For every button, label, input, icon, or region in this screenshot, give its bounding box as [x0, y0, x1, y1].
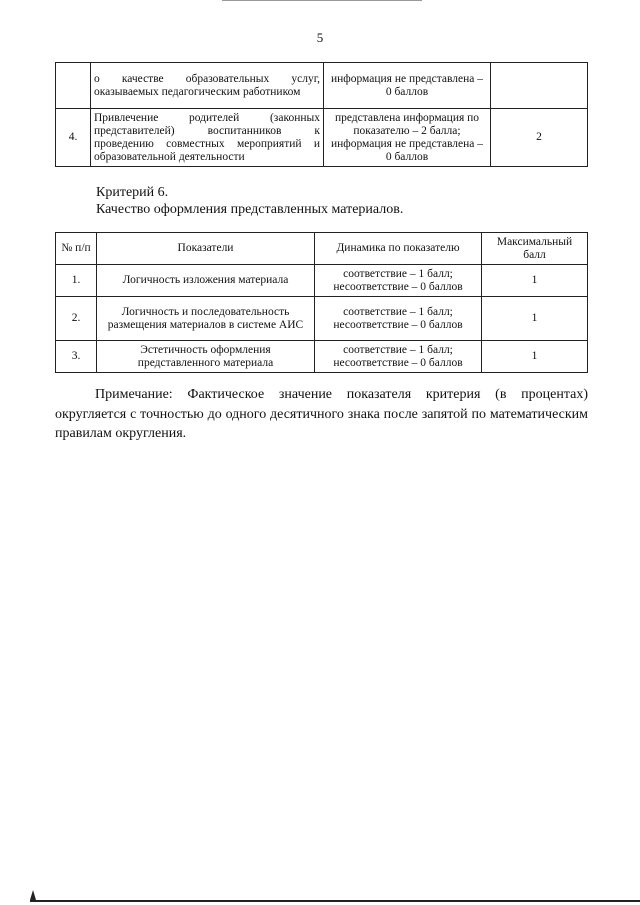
row-number-cell: 2.	[56, 297, 97, 341]
header-dynamics: Динамика по показателю	[315, 233, 482, 265]
scan-mark-icon	[30, 890, 36, 900]
max-score-cell: 1	[482, 265, 588, 297]
indicator-cell: Логичность и последовательность размещения материалов в системе АИС	[97, 297, 315, 341]
page-number: 5	[316, 30, 324, 45]
dynamics-cell: соответствие – 1 балл; несоответствие – 0 баллов	[315, 297, 482, 341]
max-score-cell	[491, 63, 588, 109]
header-indicator: Показатели	[97, 233, 315, 265]
table-row	[56, 109, 588, 167]
table-row	[56, 341, 588, 373]
criterion-title: Критерий 6.	[96, 185, 169, 200]
indicator-cell: Привлечение родителей (законных представителей) воспитанников к проведению совместных мероприятий и образовательной деятельности	[91, 109, 324, 167]
note-paragraph: Примечание: Фактическое значение показателя критерия (в процентах) округляется с точностью до одного десятичного знака после запятой по математическим правилам округления.	[55, 387, 588, 441]
row-number-cell: 1.	[56, 265, 97, 297]
row-number-cell: 3.	[56, 341, 97, 373]
top-rule	[222, 0, 422, 1]
criterion-subtitle: Качество оформления представленных материалов.	[96, 202, 404, 217]
table-row	[56, 297, 588, 341]
header-number: № п/п	[56, 233, 97, 265]
dynamics-cell: информация не представлена – 0 баллов	[324, 63, 491, 109]
criterion-table	[55, 232, 588, 373]
indicator-cell: Логичность изложения материала	[97, 265, 315, 297]
row-number-cell	[56, 63, 91, 109]
dynamics-cell: представлена информация по показателю – 2 балла; информация не представлена – 0 баллов	[324, 109, 491, 167]
table-row	[56, 63, 588, 109]
indicator-cell: Эстетичность оформления представленного материала	[97, 341, 315, 373]
max-score-cell: 1	[482, 297, 588, 341]
table-row	[56, 265, 588, 297]
dynamics-cell: соответствие – 1 балл; несоответствие – 0 баллов	[315, 341, 482, 373]
dynamics-cell: соответствие – 1 балл; несоответствие – 0 баллов	[315, 265, 482, 297]
row-number-cell: 4.	[56, 109, 91, 167]
bottom-rule	[30, 900, 640, 902]
table-header-row	[56, 233, 588, 265]
max-score-cell: 1	[482, 341, 588, 373]
max-score-cell: 2	[491, 109, 588, 167]
continued-table	[55, 62, 588, 167]
header-max-score: Максимальный балл	[482, 233, 588, 265]
indicator-cell: о качестве образовательных услуг, оказываемых педагогическим работником	[91, 63, 324, 109]
